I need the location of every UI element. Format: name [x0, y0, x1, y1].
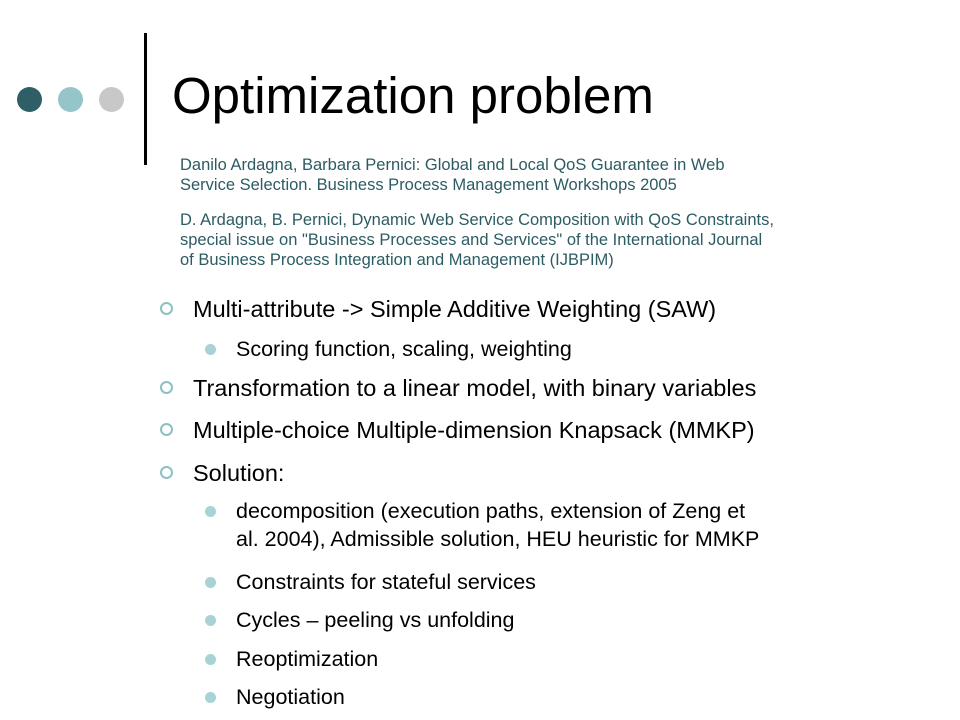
sub-bullet-item — [236, 683, 345, 711]
sub-bullet-text: Negotiation — [236, 685, 345, 709]
slide-title: Optimization problem — [172, 67, 654, 124]
sub-bullet-item — [236, 568, 536, 596]
sub-bullet-item — [236, 335, 572, 363]
reference-line: Danilo Ardagna, Barbara Pernici: Global and Local QoS Guarantee in Web — [180, 156, 725, 174]
dot-bullet-icon — [205, 506, 216, 517]
bullet-item — [193, 416, 755, 444]
sub-bullet-item — [236, 606, 514, 634]
bullet-text: Solution: — [193, 460, 285, 486]
bullet-item — [193, 295, 716, 323]
ring-bullet-icon — [160, 423, 173, 436]
sub-bullet-item — [236, 497, 759, 553]
ring-bullet-icon — [160, 466, 173, 479]
reference-line: D. Ardagna, B. Pernici, Dynamic Web Service Composition with QoS Constraints, — [180, 211, 774, 229]
bullet-text: Multi-attribute -> Simple Additive Weighting (SAW) — [193, 296, 717, 322]
gray-dot-icon — [99, 87, 124, 112]
bullet-text: Multiple-choice Multiple-dimension Knapsack (MMKP) — [193, 417, 755, 443]
dot-bullet-icon — [205, 344, 216, 355]
sub-bullet-text: decomposition (execution paths, extension of Zeng et — [236, 499, 746, 523]
sub-bullet-text: Constraints for stateful services — [236, 570, 536, 594]
ring-bullet-icon — [160, 381, 173, 394]
sub-bullet-text: Scoring function, scaling, weighting — [236, 337, 572, 361]
reference-2 — [180, 210, 774, 270]
dot-bullet-icon — [205, 692, 216, 703]
reference-line: special issue on "Business Processes and Services" of the International Journal — [180, 231, 763, 249]
sub-bullet-text: Cycles – peeling vs unfolding — [236, 608, 515, 632]
bullet-text: Transformation to a linear model, with binary variables — [193, 375, 757, 401]
dark-dot-icon — [17, 87, 42, 112]
bullet-item — [193, 374, 756, 402]
sub-bullet-item — [236, 645, 378, 673]
sub-bullet-text: Reoptimization — [236, 647, 379, 671]
title-divider — [144, 33, 147, 165]
dot-bullet-icon — [205, 577, 216, 588]
bullet-item — [193, 459, 284, 487]
decorative-dots — [17, 87, 127, 113]
teal-dot-icon — [58, 87, 83, 112]
dot-bullet-icon — [205, 654, 216, 665]
reference-line: Service Selection. Business Process Management Workshops 2005 — [180, 176, 677, 194]
reference-line: of Business Process Integration and Management (IJBPIM) — [180, 251, 614, 269]
ring-bullet-icon — [160, 302, 173, 315]
dot-bullet-icon — [205, 615, 216, 626]
sub-bullet-text: al. 2004), Admissible solution, HEU heuristic for MMKP — [236, 527, 760, 551]
reference-1 — [180, 155, 725, 195]
